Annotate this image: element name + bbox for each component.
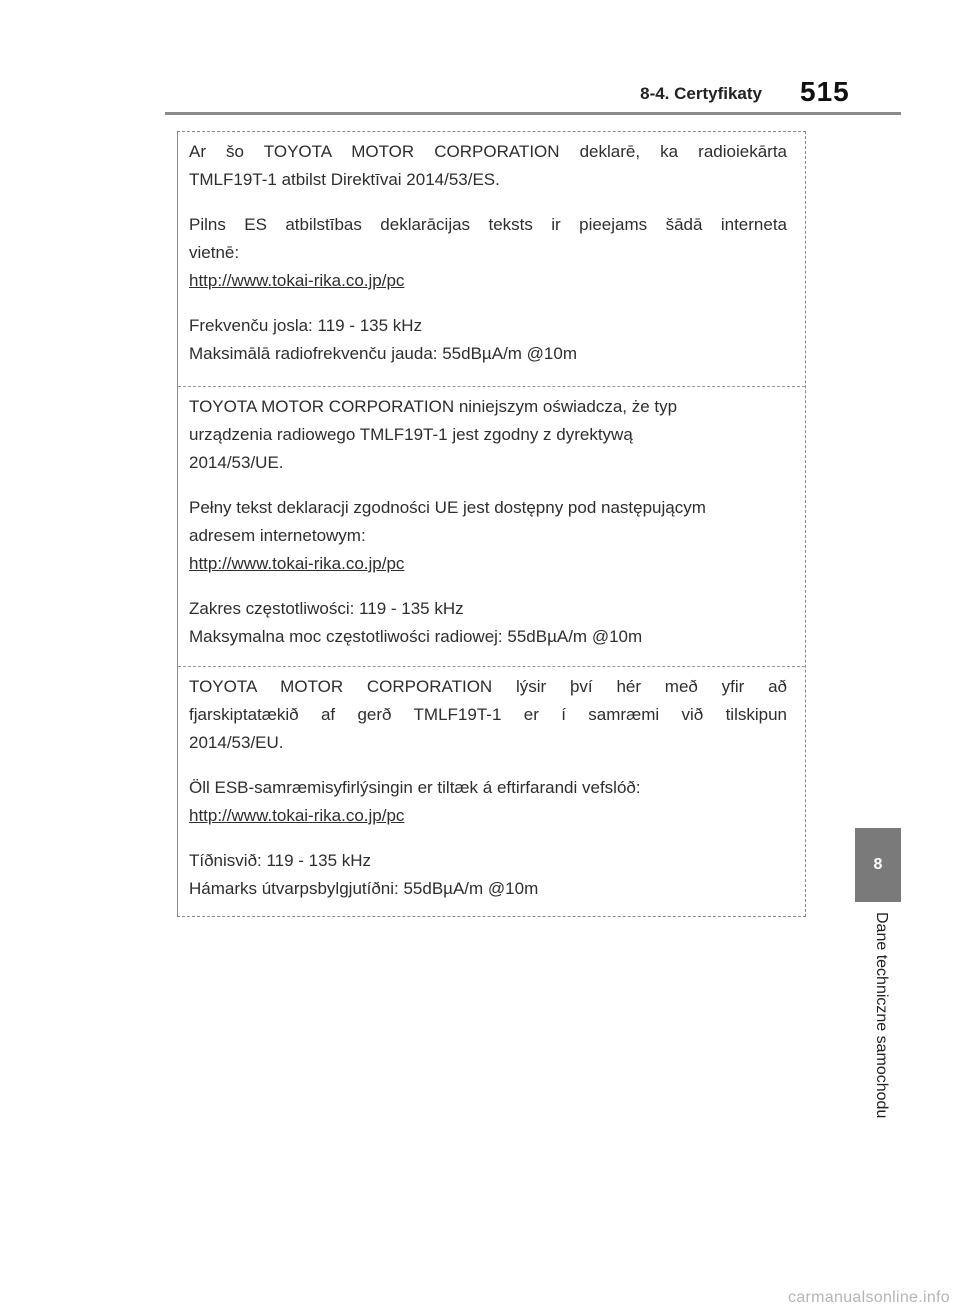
section-title: 8-4. Certyfikaty	[640, 84, 762, 103]
lv-max-power: Maksimālā radiofrekvenču jauda: 55dBµA/m @10m	[189, 344, 578, 363]
chapter-tab	[855, 828, 901, 902]
chapter-number: 8	[873, 856, 883, 873]
watermark: carmanualsonline.info	[788, 1289, 950, 1306]
is-text-line: TOYOTA MOTOR CORPORATION lýsir því hér með yfir að	[189, 677, 787, 696]
is-frequency-band: Tíðnisvið: 119 - 135 kHz	[189, 851, 372, 870]
lv-frequency-band: Frekvenču josla: 119 - 135 kHz	[189, 316, 423, 335]
is-url-link[interactable]: http://www.tokai-rika.co.jp/pc	[189, 806, 405, 825]
page-number: 515	[800, 76, 850, 107]
is-text-line: 2014/53/EU.	[189, 733, 284, 752]
lv-text-line: TMLF19T-1 atbilst Direktīvai 2014/53/ES.	[189, 170, 500, 189]
declaration-box	[177, 131, 806, 917]
is-text-line: Öll ESB-samræmisyfirlýsingin er tiltæk á eftirfarandi vefslóð:	[189, 778, 641, 797]
page-header	[0, 0, 960, 120]
pl-max-power: Maksymalna moc częstotliwości radiowej: 55dBµA/m @10m	[189, 627, 643, 646]
is-max-power: Hámarks útvarpsbylgjutíðni: 55dBµA/m @10m	[189, 879, 539, 898]
lv-url-link[interactable]: http://www.tokai-rika.co.jp/pc	[189, 271, 405, 290]
is-text-line: fjarskiptatækið af gerð TMLF19T-1 er í samræmi við tilskipun	[189, 705, 787, 724]
pl-url-link[interactable]: http://www.tokai-rika.co.jp/pc	[189, 554, 405, 573]
chapter-title: Dane techniczne samochodu	[873, 912, 890, 1119]
pl-text-line: Pełny tekst deklaracji zgodności UE jest dostępny pod następującym	[189, 498, 706, 517]
pl-text-line: TOYOTA MOTOR CORPORATION niniejszym oświadcza, że typ	[189, 397, 678, 416]
header-rule	[165, 112, 901, 115]
declaration-latvian	[178, 132, 805, 386]
lv-text-line: Ar šo TOYOTA MOTOR CORPORATION deklarē, ka radioiekārta	[189, 142, 787, 161]
pl-text-line: urządzenia radiowego TMLF19T-1 jest zgodny z dyrektywą	[189, 425, 633, 444]
lv-text-line: vietnē:	[189, 243, 240, 262]
pl-text-line: 2014/53/UE.	[189, 453, 284, 472]
declaration-icelandic	[178, 666, 805, 916]
pl-text-line: adresem internetowym:	[189, 526, 366, 545]
pl-frequency-band: Zakres częstotliwości: 119 - 135 kHz	[189, 599, 464, 618]
lv-text-line: Pilns ES atbilstības deklarācijas teksts ir pieejams šādā interneta	[189, 215, 787, 234]
declaration-polish	[178, 386, 805, 666]
